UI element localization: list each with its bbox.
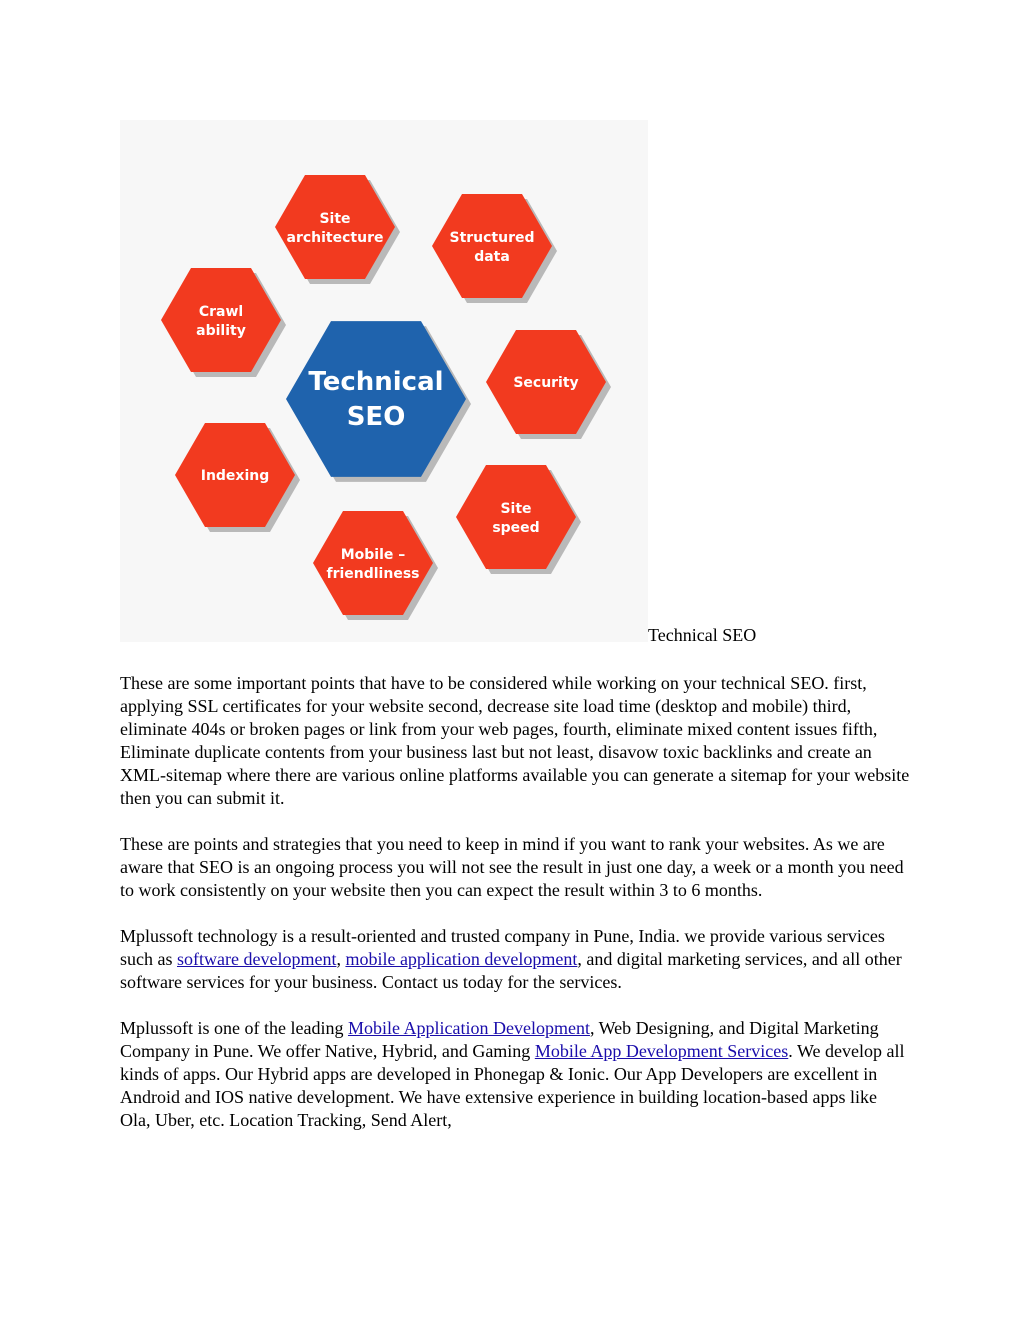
paragraph-strategies: These are points and strategies that you need to keep in mind if you want to rank your websites. As we are aware that SEO is an ongoing process you will not see the result in just one day, a week or a month you need to work consistently on your website then you can expect the result within 3 to 6 months. <box>120 834 904 900</box>
hexagon-diagram <box>120 120 648 642</box>
link-mobile-app-development-services[interactable]: Mobile App Development Services <box>534 1041 789 1061</box>
crawl-ability-label-line1: Crawl <box>198 304 244 320</box>
paragraph-technical-points: These are some important points that have to be considered while working on your technical SEO. first, applying SSL certificates for your website second, decrease site load time (desktop and mobile) third, eliminate 404s or broken pages or link from your web pages, fourth, eliminate mixed content issues fifth, Eliminate duplicate contents from your business last but not least, disavow toxic backlinks and create an XML-sitemap where there are various online platforms available you can generate a sitemap for your website then you can submit it. <box>120 673 910 808</box>
technical-seo-diagram <box>120 120 648 642</box>
technical-seo-label-line1: Technical <box>308 367 444 397</box>
crawl-ability-label-line2: ability <box>196 323 246 339</box>
paragraph-company-services <box>120 925 910 994</box>
link-software-development[interactable]: software development <box>177 949 337 969</box>
indexing-label: Indexing <box>200 468 270 484</box>
text-run: Mplussoft is one of the leading <box>120 1018 348 1038</box>
paragraph-company-profile <box>120 1017 910 1132</box>
site-architecture-label-line2: architecture <box>286 230 384 246</box>
link-mobile-application-development[interactable]: mobile application development <box>345 949 578 969</box>
structured-data-label-line1: Structured <box>449 230 535 246</box>
text-run: , <box>336 949 346 969</box>
technical-seo-label-line2: SEO <box>346 402 406 432</box>
text-run: . We develop all kinds of apps. Our Hybrid apps are developed in Phonegap & Ionic. Our App Developers are excellent in Android and IOS native development. We have extensive experience in building location-based apps like Ola, Uber, etc. Location Tracking, Send Alert, <box>120 1041 905 1130</box>
security-label: Security <box>513 375 579 391</box>
text-run: , and digital marketing services, and all other software services for your business. Contact us today for the services. <box>120 949 902 992</box>
site-architecture-label-line1: Site <box>319 211 351 227</box>
site-speed-label-line1: Site <box>500 501 532 517</box>
figure-caption: Technical SEO <box>648 625 757 645</box>
mobile-friendliness-label-line2: friendliness <box>326 566 420 582</box>
structured-data-label-line2: data <box>474 249 510 265</box>
mobile-friendliness-label-line1: Mobile – <box>340 547 406 563</box>
text-run: , Web Designing, and Digital Marketing Company in Pune. We offer Native, Hybrid, and Gaming <box>120 1018 879 1061</box>
article-body <box>120 672 910 1132</box>
link-mobile-application-development-2[interactable]: Mobile Application Development <box>347 1018 590 1038</box>
site-speed-label-line2: speed <box>492 520 540 536</box>
text-run: Mplussoft technology is a result-oriented and trusted company in Pune, India. we provide various services such as <box>120 926 885 969</box>
